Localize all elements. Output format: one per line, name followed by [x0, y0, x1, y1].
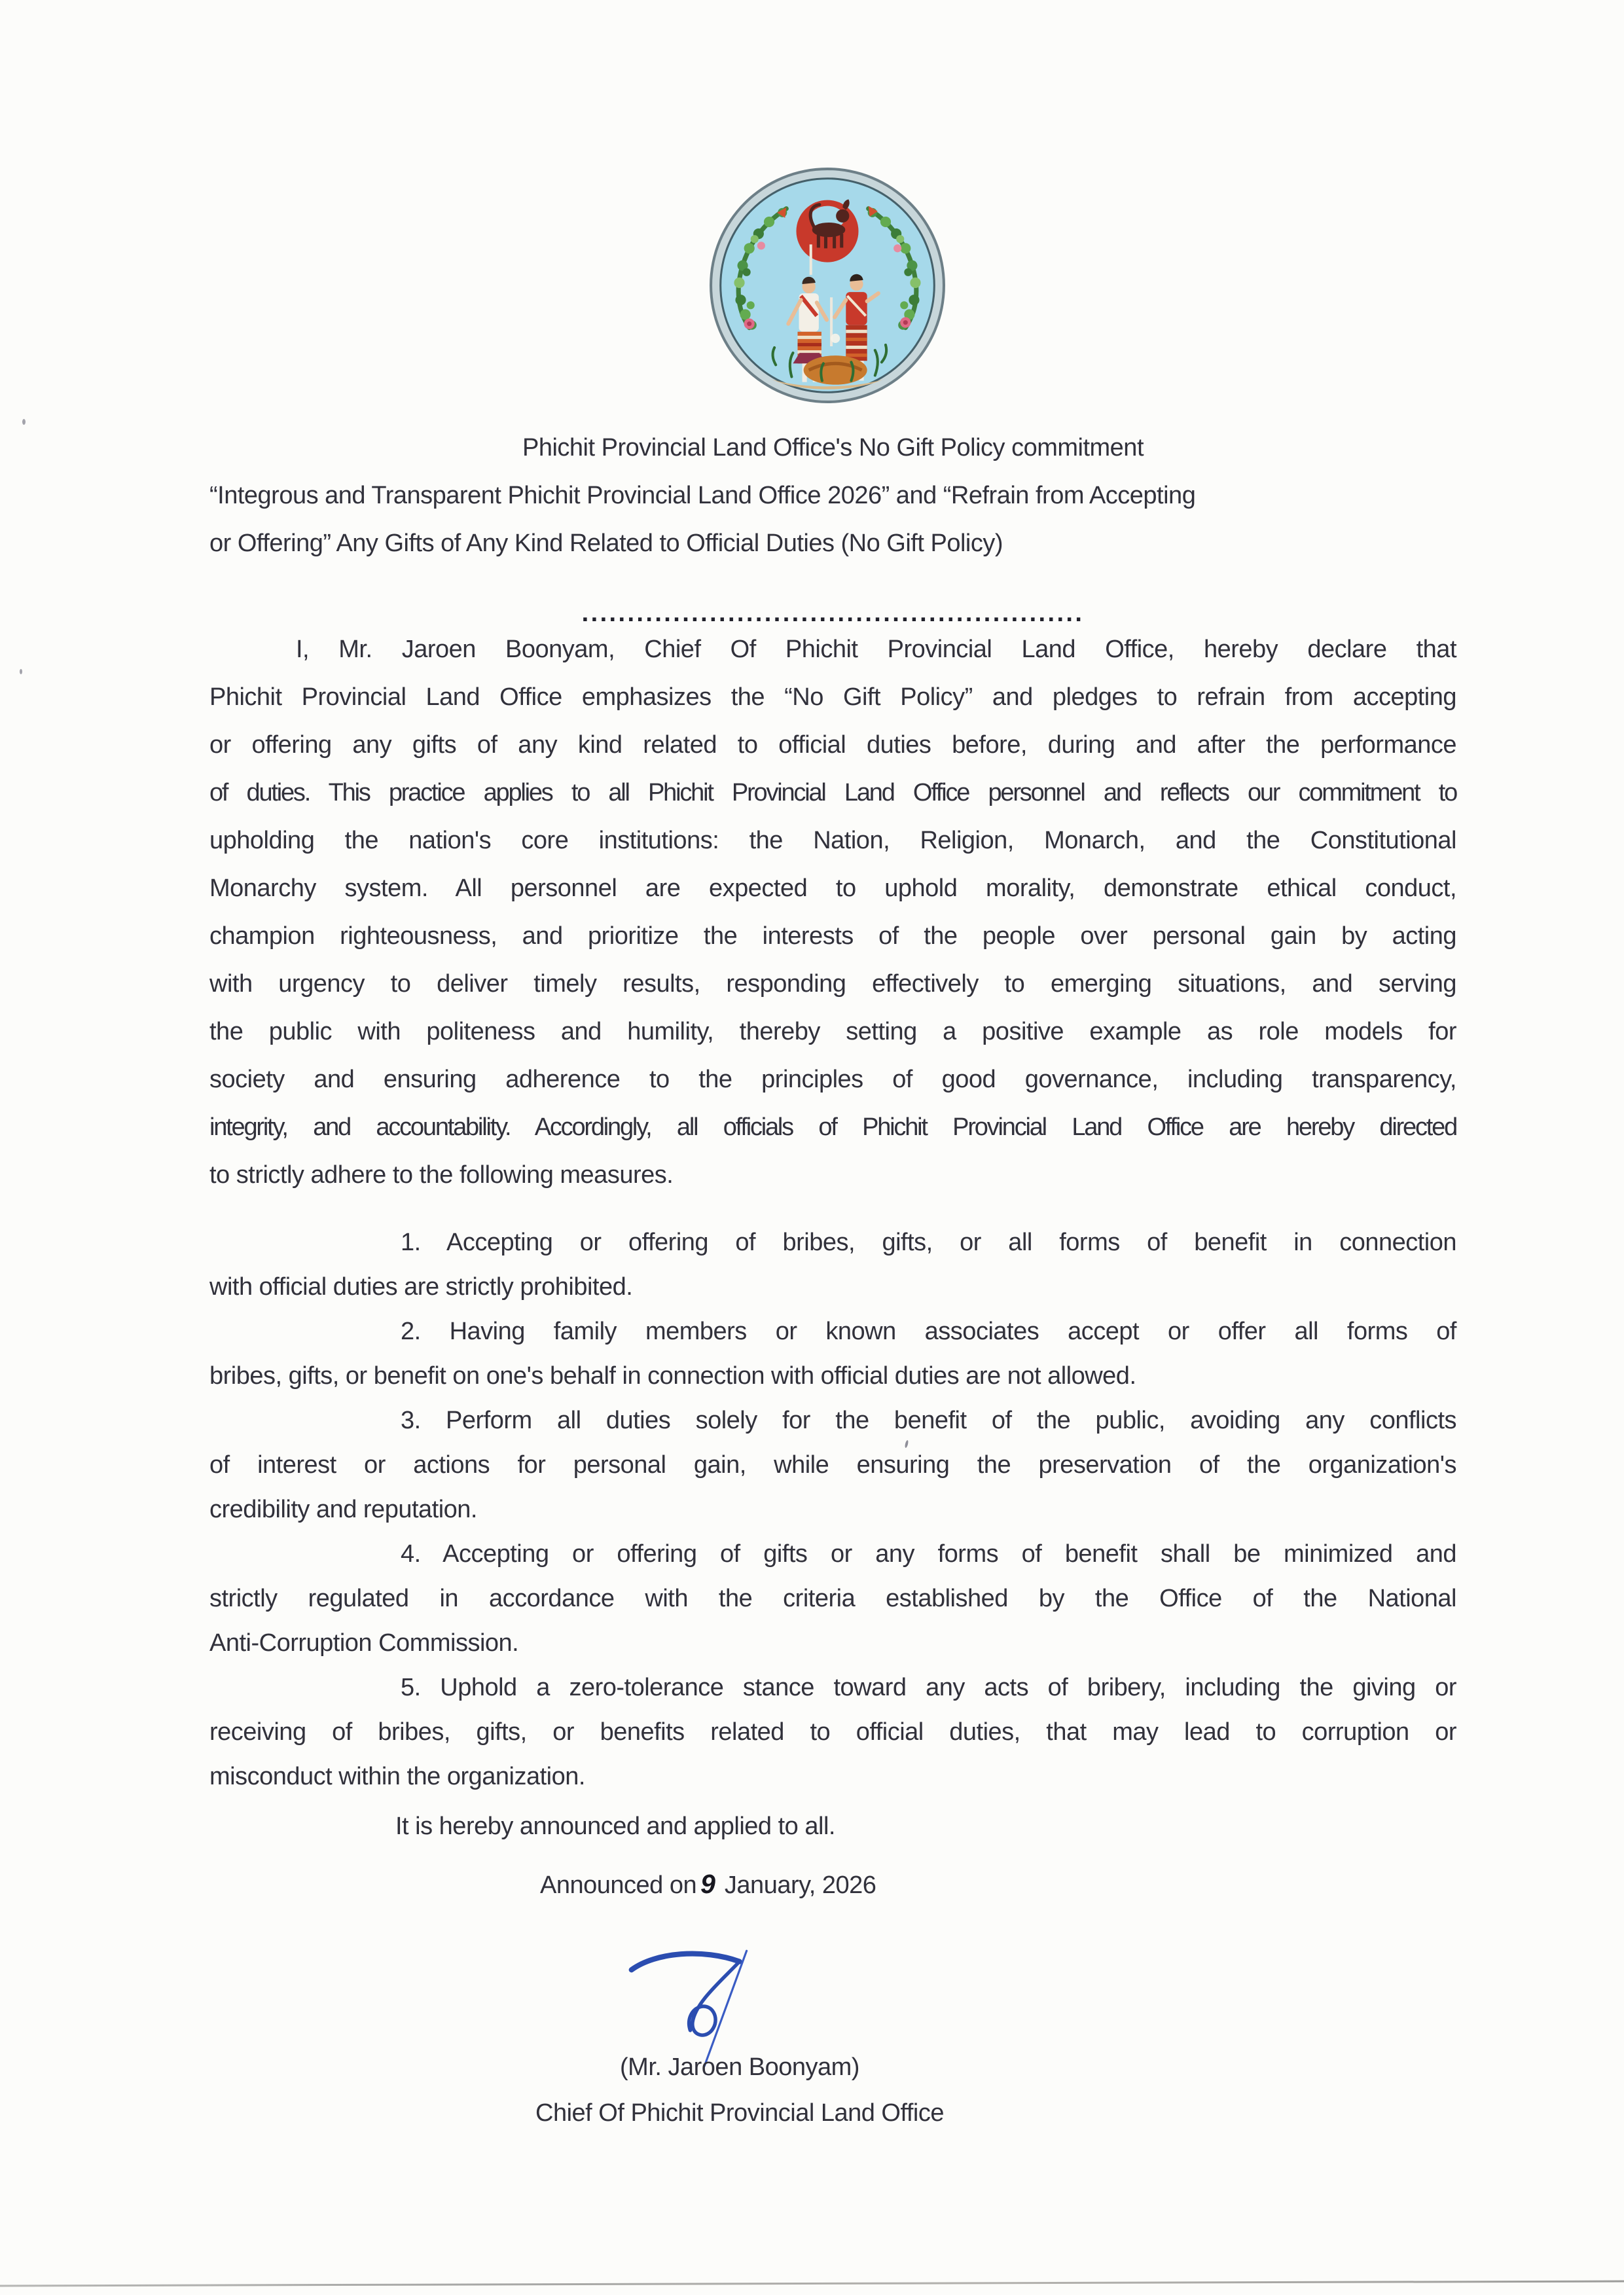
text-line: I, Mr. Jaroen Boonyam, Chief Of Phichit Provincial Land Office, hereby declare that — [296, 636, 1456, 663]
announced-line — [540, 1860, 876, 1909]
measure-line: 4. Accepting or offering of gifts or any forms of benefit shall be minimized and — [401, 1540, 1456, 1568]
text-line: or offering any gifts of any kind related to official duties before, during and after the performance — [209, 731, 1456, 759]
measure-line: Anti-Corruption Commission. — [209, 1629, 519, 1657]
measure-line: misconduct within the organization. — [209, 1763, 585, 1790]
measure-line: strictly regulated in accordance with the criteria established by the Office of the National — [209, 1585, 1456, 1612]
measure-line: 5. Uphold a zero-tolerance stance toward any acts of bribery, including the giving or — [401, 1674, 1456, 1701]
measure-line: receiving of bribes, gifts, or benefits related to official duties, that may lead to corruption or — [209, 1718, 1456, 1746]
dotted-divider: ....................................................... — [581, 600, 1085, 627]
text-line: champion righteousness, and prioritize the interests of the people over personal gain by acting — [209, 922, 1456, 950]
measure-line: credibility and reputation. — [209, 1496, 477, 1523]
text-line: of duties. This practice applies to all Phichit Provincial Land Office personnel and reflects our commitment to — [209, 779, 1456, 806]
text-line: the public with politeness and humility, thereby setting a positive example as role models for — [209, 1018, 1456, 1045]
title-line: Phichit Provincial Land Office's No Gift Policy commitment — [522, 434, 1144, 461]
announced-suffix: January, 2026 — [724, 1871, 876, 1899]
text-line: upholding the nation's core institutions: the Nation, Religion, Monarch, and the Constitutional — [209, 827, 1456, 854]
text-line: Monarchy system. All personnel are expected to uphold morality, demonstrate ethical conduct, — [209, 875, 1456, 902]
intro-paragraph — [209, 626, 1456, 1199]
measure-line: 3. Perform all duties solely for the benefit of the public, avoiding any conflicts — [401, 1407, 1456, 1434]
text-line: integrity, and accountability. Accordingly, all officials of Phichit Provincial Land Office are hereby directed — [209, 1113, 1456, 1141]
signer-role: Chief Of Phichit Provincial Land Office — [535, 2099, 944, 2127]
measure-line: with official duties are strictly prohibited. — [209, 1273, 633, 1301]
scan-edge-line — [0, 2281, 1624, 2287]
document-title — [209, 424, 1456, 568]
text-line: Phichit Provincial Land Office emphasizes the “No Gift Policy” and pledges to refrain from accepting — [209, 683, 1456, 711]
title-line: or Offering” Any Gifts of Any Kind Related to Official Duties (No Gift Policy) — [209, 530, 1003, 557]
scan-speck — [20, 669, 22, 674]
measure-line: 2. Having family members or known associates accept or offer all forms of — [401, 1318, 1456, 1345]
text-line: with urgency to deliver timely results, responding effectively to emerging situations, and serving — [209, 970, 1456, 998]
announced-day: 9 — [700, 1869, 715, 1899]
signer-name: (Mr. Jaroen Boonyam) — [620, 2053, 859, 2081]
measure-line: bribes, gifts, or benefit on one's behalf in connection with official duties are not allowed. — [209, 1362, 1136, 1390]
announced-prefix: Announced on — [540, 1871, 697, 1899]
provincial-seal-emblem — [708, 164, 947, 407]
measures-list — [209, 1220, 1456, 1799]
measure-line: 1. Accepting or offering of bribes, gifts, or all forms of benefit in connection — [401, 1229, 1456, 1256]
applied-line: It is hereby announced and applied to all. — [395, 1813, 835, 1840]
measure-line: of interest or actions for personal gain, while ensuring the preservation of the organization's — [209, 1451, 1456, 1479]
title-line: “Integrous and Transparent Phichit Provincial Land Office 2026” and “Refrain from Accepting — [209, 482, 1196, 509]
scan-speck — [22, 419, 26, 425]
text-line: to strictly adhere to the following measures. — [209, 1161, 674, 1189]
text-line: society and ensuring adherence to the principles of good governance, including transparency, — [209, 1066, 1456, 1093]
